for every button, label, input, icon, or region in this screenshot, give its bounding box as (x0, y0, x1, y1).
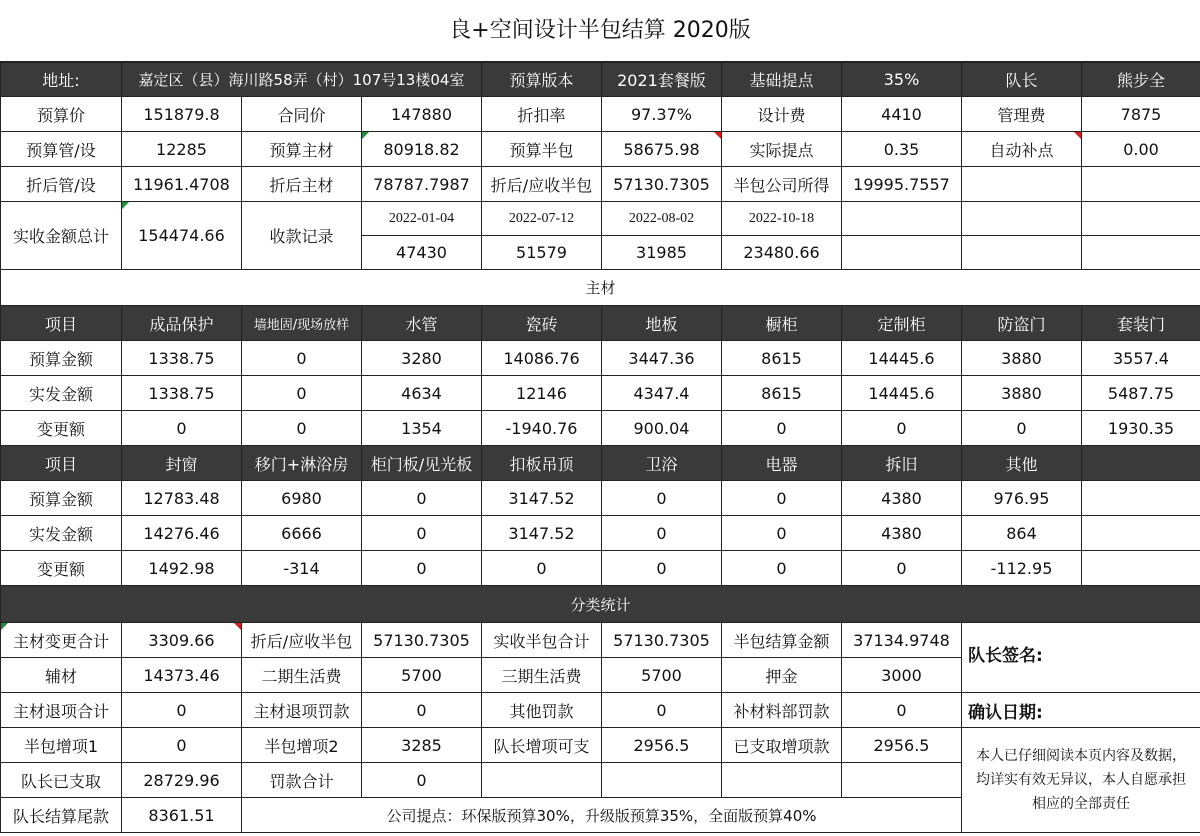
address-label: 地址: (1, 63, 122, 97)
cell-label: 队长已支取 (1, 763, 122, 798)
column-header: 防盗门 (962, 306, 1082, 341)
cell-label: 队长增项可支 (482, 728, 602, 763)
cell-value: 14373.46 (122, 658, 242, 693)
cell-label: 补材料部罚款 (722, 693, 842, 728)
table-cell: 3147.52 (482, 516, 602, 551)
table-row (1, 516, 1200, 551)
cell-value: 58675.98 (602, 132, 722, 167)
table-cell (1082, 516, 1200, 551)
cell-label: 设计费 (722, 97, 842, 132)
table-cell: 1354 (362, 411, 482, 446)
table-row (1, 376, 1200, 411)
table-row (1, 481, 1200, 516)
row-label: 变更额 (1, 411, 122, 446)
empty-cell (1082, 167, 1200, 202)
summary-row (1, 623, 1200, 658)
column-header: 拆旧 (842, 446, 962, 481)
base-commission-label: 基础提点 (722, 63, 842, 97)
budget-version-label: 预算版本 (482, 63, 602, 97)
cell-label: 折后管/设 (1, 167, 122, 202)
table-cell (1082, 551, 1200, 586)
summary-section-row (1, 586, 1200, 623)
column-header: 卫浴 (602, 446, 722, 481)
empty-cell (962, 167, 1082, 202)
cell-label: 预算价 (1, 97, 122, 132)
payment-amount: 23480.66 (722, 236, 842, 270)
cell-value: 3000 (842, 658, 962, 693)
cell-label: 预算半包 (482, 132, 602, 167)
final-balance-value: 8361.51 (122, 798, 242, 833)
commission-note: 公司提点：环保版预算30%，升级版预算35%，全面版预算40% (242, 798, 962, 833)
table-cell: 1338.75 (122, 376, 242, 411)
table-cell: 1492.98 (122, 551, 242, 586)
cell-label: 主材退项罚款 (242, 693, 362, 728)
cell-value: 0 (842, 693, 962, 728)
confirm-date-field: 确认日期: (962, 693, 1200, 728)
empty-cell (962, 236, 1082, 270)
captain-label: 队长 (962, 63, 1082, 97)
cell-value: 5700 (602, 658, 722, 693)
table-cell: 12783.48 (122, 481, 242, 516)
cell-value: 3309.66 (122, 623, 242, 658)
row-label: 实发金额 (1, 516, 122, 551)
settlement-table (0, 62, 1200, 833)
table-cell: 14445.6 (842, 341, 962, 376)
table-cell: 0 (122, 411, 242, 446)
cell-label: 折后/应收半包 (482, 167, 602, 202)
column-header: 移门+淋浴房 (242, 446, 362, 481)
column-header: 封窗 (122, 446, 242, 481)
cell-value: 37134.9748 (842, 623, 962, 658)
cell-label: 折后/应收半包 (242, 623, 362, 658)
table-cell: 8615 (722, 376, 842, 411)
cell-value: 11961.4708 (122, 167, 242, 202)
payment-amount: 51579 (482, 236, 602, 270)
cell-value: 4410 (842, 97, 962, 132)
table-cell: 0 (842, 551, 962, 586)
column-header: 水管 (362, 306, 482, 341)
payment-date: 2022-08-02 (602, 202, 722, 236)
table-cell: 0 (242, 411, 362, 446)
table-row (1, 341, 1200, 376)
table-cell (1082, 481, 1200, 516)
table-cell: 6666 (242, 516, 362, 551)
table-cell: 0 (722, 516, 842, 551)
declaration-text: 本人已仔细阅读本页内容及数据，均详实有效无异议，本人自愿承担相应的全部责任 (962, 728, 1200, 833)
cell-label: 罚款合计 (242, 763, 362, 798)
cell-value: 2956.5 (602, 728, 722, 763)
table-cell: 0 (722, 551, 842, 586)
table-cell: 3880 (962, 341, 1082, 376)
table-cell: 4380 (842, 516, 962, 551)
table-cell: 0 (482, 551, 602, 586)
cell-label: 折后主材 (242, 167, 362, 202)
cell-label: 主材变更合计 (1, 623, 122, 658)
cell-label: 预算管/设 (1, 132, 122, 167)
payment-amount: 47430 (362, 236, 482, 270)
cell-label: 辅材 (1, 658, 122, 693)
table-cell: 3447.36 (602, 341, 722, 376)
column-header: 电器 (722, 446, 842, 481)
empty-cell (482, 763, 602, 798)
cell-value: 151879.8 (122, 97, 242, 132)
cell-value: 57130.7305 (362, 623, 482, 658)
cell-value: 0 (122, 728, 242, 763)
cell-value: 5700 (362, 658, 482, 693)
cell-label: 自动补点 (962, 132, 1082, 167)
budget-version-value: 2021套餐版 (602, 63, 722, 97)
cell-label: 半包公司所得 (722, 167, 842, 202)
row-label: 预算金额 (1, 341, 122, 376)
column-header: 其他 (962, 446, 1082, 481)
table-cell: -1940.76 (482, 411, 602, 446)
cell-value: 3285 (362, 728, 482, 763)
cell-label: 其他罚款 (482, 693, 602, 728)
cell-value: 0 (362, 693, 482, 728)
table-cell: 3557.4 (1082, 341, 1200, 376)
table-cell: -112.95 (962, 551, 1082, 586)
cell-label: 实际提点 (722, 132, 842, 167)
table-cell: 14086.76 (482, 341, 602, 376)
info-row-budget (1, 132, 1200, 167)
summary-row (1, 728, 1200, 763)
column-header: 橱柜 (722, 306, 842, 341)
payment-date: 2022-01-04 (362, 202, 482, 236)
base-commission-value: 35% (842, 63, 962, 97)
table-cell: 0 (722, 411, 842, 446)
cell-value: 0.00 (1082, 132, 1200, 167)
table-cell: 0 (602, 551, 722, 586)
table-row (1, 411, 1200, 446)
summary-section-title: 分类统计 (1, 586, 1200, 623)
column-header: 项目 (1, 446, 122, 481)
table-cell: 0 (962, 411, 1082, 446)
payment-record-label: 收款记录 (242, 202, 362, 270)
cell-value: 0 (122, 693, 242, 728)
captain-signature-field: 队长签名: (962, 623, 1200, 693)
table-cell: 0 (242, 376, 362, 411)
cell-value: 78787.7987 (362, 167, 482, 202)
cell-value: 0 (362, 763, 482, 798)
info-row-price (1, 97, 1200, 132)
cell-label: 折扣率 (482, 97, 602, 132)
cell-value: 97.37% (602, 97, 722, 132)
page-title: 良+空间设计半包结算 2020版 (0, 0, 1200, 62)
row-label: 变更额 (1, 551, 122, 586)
main-material-header-2 (1, 446, 1200, 481)
summary-row (1, 693, 1200, 728)
payment-date: 2022-10-18 (722, 202, 842, 236)
table-cell: 14445.6 (842, 376, 962, 411)
main-material-section-row (1, 270, 1200, 306)
table-cell: 864 (962, 516, 1082, 551)
table-cell: 4634 (362, 376, 482, 411)
column-header: 瓷砖 (482, 306, 602, 341)
cell-value: 0.35 (842, 132, 962, 167)
table-cell: -314 (242, 551, 362, 586)
row-label: 实发金额 (1, 376, 122, 411)
cell-label: 半包结算金额 (722, 623, 842, 658)
cell-label: 二期生活费 (242, 658, 362, 693)
table-cell: 0 (602, 516, 722, 551)
empty-cell (842, 763, 962, 798)
column-header: 成品保护 (122, 306, 242, 341)
table-cell: 0 (242, 341, 362, 376)
cell-label: 实收半包合计 (482, 623, 602, 658)
cell-value: 28729.96 (122, 763, 242, 798)
cell-label: 主材退项合计 (1, 693, 122, 728)
cell-value: 7875 (1082, 97, 1200, 132)
table-cell: 4347.4 (602, 376, 722, 411)
table-cell: 0 (842, 411, 962, 446)
cell-value: 57130.7305 (602, 623, 722, 658)
column-header: 墙地固/现场放样 (242, 306, 362, 341)
table-cell: 0 (602, 481, 722, 516)
cell-value: 80918.82 (362, 132, 482, 167)
info-row-discounted (1, 167, 1200, 202)
table-cell: 12146 (482, 376, 602, 411)
empty-cell (842, 236, 962, 270)
cell-label: 已支取增项款 (722, 728, 842, 763)
column-header: 定制柜 (842, 306, 962, 341)
cell-value: 57130.7305 (602, 167, 722, 202)
address-value: 嘉定区（县）海川路58弄（村）107号13楼04室 (122, 63, 482, 97)
main-material-header-1 (1, 306, 1200, 341)
cell-label: 半包增项1 (1, 728, 122, 763)
table-row (1, 551, 1200, 586)
row-label: 预算金额 (1, 481, 122, 516)
table-cell: 0 (362, 481, 482, 516)
table-cell: 3880 (962, 376, 1082, 411)
empty-cell (722, 763, 842, 798)
info-row-address (1, 63, 1200, 97)
cell-label: 半包增项2 (242, 728, 362, 763)
table-cell: 900.04 (602, 411, 722, 446)
column-header: 项目 (1, 306, 122, 341)
payment-amount: 31985 (602, 236, 722, 270)
table-cell: 0 (362, 551, 482, 586)
empty-cell (1082, 202, 1200, 236)
final-balance-label: 队长结算尾款 (1, 798, 122, 833)
table-cell: 14276.46 (122, 516, 242, 551)
payment-date: 2022-07-12 (482, 202, 602, 236)
cell-label: 管理费 (962, 97, 1082, 132)
cell-value: 2956.5 (842, 728, 962, 763)
table-cell: 6980 (242, 481, 362, 516)
payment-date-row (1, 202, 1200, 236)
empty-cell (962, 202, 1082, 236)
empty-cell (842, 202, 962, 236)
table-cell: 8615 (722, 341, 842, 376)
column-header (1082, 446, 1200, 481)
received-total-value: 154474.66 (122, 202, 242, 270)
captain-value: 熊步全 (1082, 63, 1200, 97)
table-cell: 3147.52 (482, 481, 602, 516)
cell-value: 147880 (362, 97, 482, 132)
empty-cell (1082, 236, 1200, 270)
cell-value: 12285 (122, 132, 242, 167)
table-cell: 4380 (842, 481, 962, 516)
cell-label: 合同价 (242, 97, 362, 132)
table-cell: 0 (362, 516, 482, 551)
column-header: 扣板吊顶 (482, 446, 602, 481)
cell-value: 19995.7557 (842, 167, 962, 202)
table-cell: 1930.35 (1082, 411, 1200, 446)
cell-label: 押金 (722, 658, 842, 693)
table-cell: 0 (722, 481, 842, 516)
column-header: 套装门 (1082, 306, 1200, 341)
table-cell: 1338.75 (122, 341, 242, 376)
cell-value: 0 (602, 693, 722, 728)
main-material-section-title: 主材 (1, 270, 1200, 306)
cell-label: 三期生活费 (482, 658, 602, 693)
cell-label: 预算主材 (242, 132, 362, 167)
column-header: 地板 (602, 306, 722, 341)
column-header: 柜门板/见光板 (362, 446, 482, 481)
table-cell: 5487.75 (1082, 376, 1200, 411)
received-total-label: 实收金额总计 (1, 202, 122, 270)
table-cell: 976.95 (962, 481, 1082, 516)
empty-cell (602, 763, 722, 798)
table-cell: 3280 (362, 341, 482, 376)
